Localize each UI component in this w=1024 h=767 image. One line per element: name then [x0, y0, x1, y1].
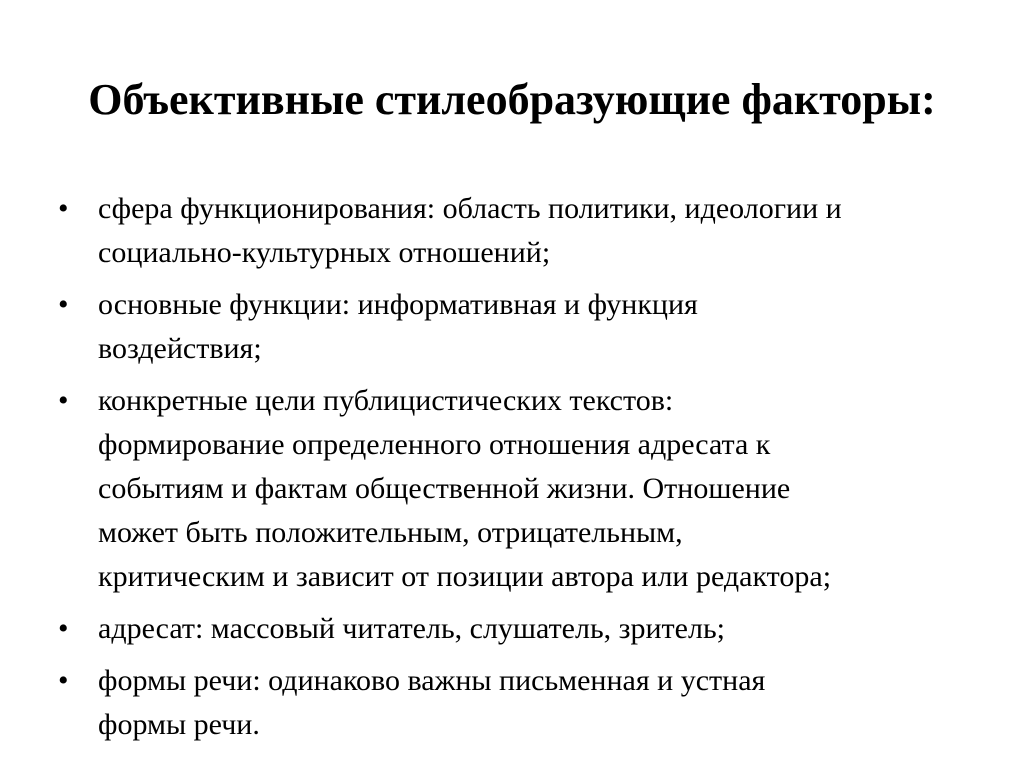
bullet-item-speech-forms	[58, 659, 978, 747]
bullet-line: формирование определенного отношения адресата к	[98, 428, 771, 461]
bullet-text	[98, 659, 765, 747]
bullet-line: основные функции: информативная и функция	[98, 288, 698, 321]
bullet-text	[98, 283, 698, 371]
bullet-icon: •	[58, 384, 69, 417]
bullet-line: может быть положительным, отрицательным,	[98, 516, 683, 549]
bullet-text	[98, 607, 725, 651]
bullet-line: воздействия;	[98, 332, 262, 365]
bullet-icon: •	[58, 288, 69, 321]
bullet-icon: •	[58, 664, 69, 697]
bullet-line: адресат: массовый читатель, слушатель, зритель;	[98, 612, 725, 645]
bullet-text	[98, 379, 831, 599]
bullet-line: конкретные цели публицистических текстов:	[98, 384, 674, 417]
bullet-text	[98, 187, 842, 275]
bullet-item-specific-goals	[58, 379, 978, 599]
bullet-line: событиям и фактам общественной жизни. Отношение	[98, 472, 791, 505]
bullet-line: социально-культурных отношений;	[98, 236, 551, 269]
bullet-item-addressee	[58, 607, 978, 651]
bullet-line: формы речи.	[98, 708, 260, 741]
bullet-icon: •	[58, 612, 69, 645]
bullet-line: критическим и зависит от позиции автора или редактора;	[98, 560, 832, 593]
bullet-item-functioning-sphere	[58, 187, 978, 275]
bullet-line: сфера функционирования: область политики, идеологии и	[98, 192, 842, 225]
bullet-line: формы речи: одинаково важны письменная и устная	[98, 664, 766, 697]
bullet-item-main-functions	[58, 283, 978, 371]
bullet-icon: •	[58, 192, 69, 225]
bullet-list	[58, 187, 978, 755]
slide-title: Объективные стилеобразующие факторы:	[88, 75, 936, 124]
